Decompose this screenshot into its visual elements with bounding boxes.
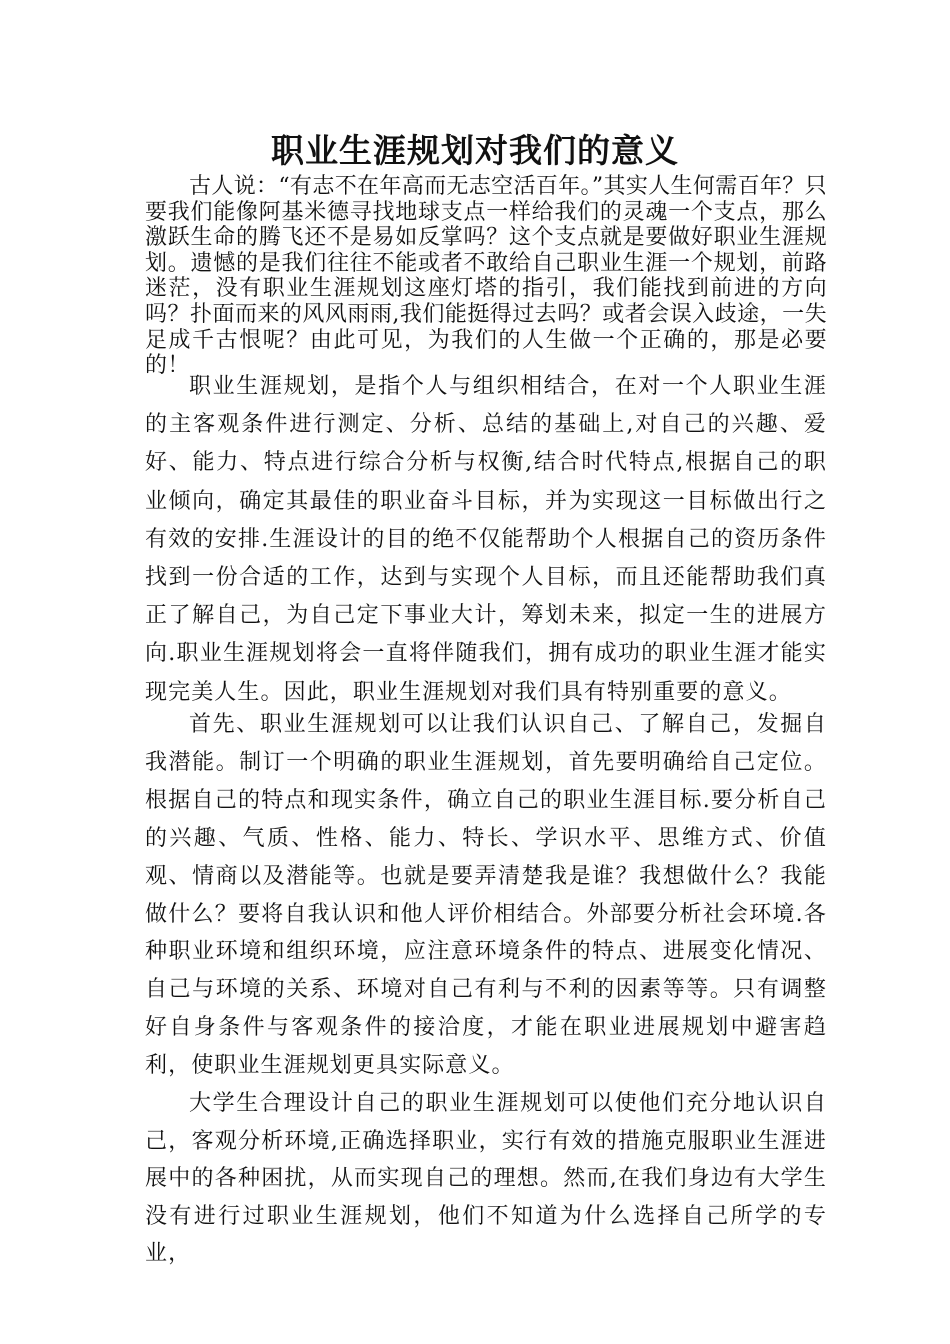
paragraph-students: 大学生合理设计自己的职业生涯规划可以使他们充分地认识自己，客观分析环境,正确选择职业，实行有效的措施克服职业生涯进展中的各种困扰，从而实现自己的理想。然而,在我们身边有大学生没有进行过职业生涯规划，他们不知道为什么选择自己所学的专业， [145,1091,827,1266]
document-title: 职业生涯规划对我们的意义 [271,131,679,170]
paragraph-definition: 职业生涯规划，是指个人与组织相结合，在对一个人职业生涯的主客观条件进行测定、分析、总结的基础上,对自己的兴趣、爱好、能力、特点进行综合分析与权衡,结合时代特点,根据自己的职业倾向，确定其最佳的职业奋斗目标，并为实现这一目标做出行之有效的安排.生涯设计的目的绝不仅能帮助个人根据自己的资历条件找到一份合适的工作，达到与实现个人目标，而且还能帮助我们真正了解自己，为自己定下事业大计，筹划未来，拟定一生的进展方向.职业生涯规划将会一直将伴随我们，拥有成功的职业生涯才能实现完美人生。因此，职业生涯规划对我们具有特别重要的意义。 [145,374,827,705]
paragraph-intro: 古人说：“有志不在年高而无志空活百年。”其实人生何需百年？只要我们能像阿基米德寻找地球支点一样给我们的灵魂一个支点，那么激跃生命的腾飞还不是易如反掌吗？这个支点就是要做好职业生涯规划。遗憾的是我们往往不能或者不敢给自己职业生涯一个规划，前路迷茫，没有职业生涯规划这座灯塔的指引，我们能找到前进的方向吗？扑面而来的风风雨雨,我们能挺得过去吗？或者会误入歧途，一失足成千古恨呢？由此可见，为我们的人生做一个正确的，那是必要的！ [145,174,827,379]
paragraph-self-knowledge: 首先、职业生涯规划可以让我们认识自己、了解自己，发掘自我潜能。制订一个明确的职业生涯规划，首先要明确给自己定位。根据自己的特点和现实条件，确立自己的职业生涯目标.要分析自己的兴趣、气质、性格、能力、特长、学识水平、思维方式、价值观、情商以及潜能等。也就是要弄清楚我是谁？我想做什么？我能做什么？要将自我认识和他人评价相结合。外部要分析社会环境.各种职业环境和组织环境，应注意环境条件的特点、进展变化情况、自己与环境的关系、环境对自己有利与不利的因素等等。只有调整好自身条件与客观条件的接洽度，才能在职业进展规划中避害趋利，使职业生涯规划更具实际意义。 [145,712,827,1079]
